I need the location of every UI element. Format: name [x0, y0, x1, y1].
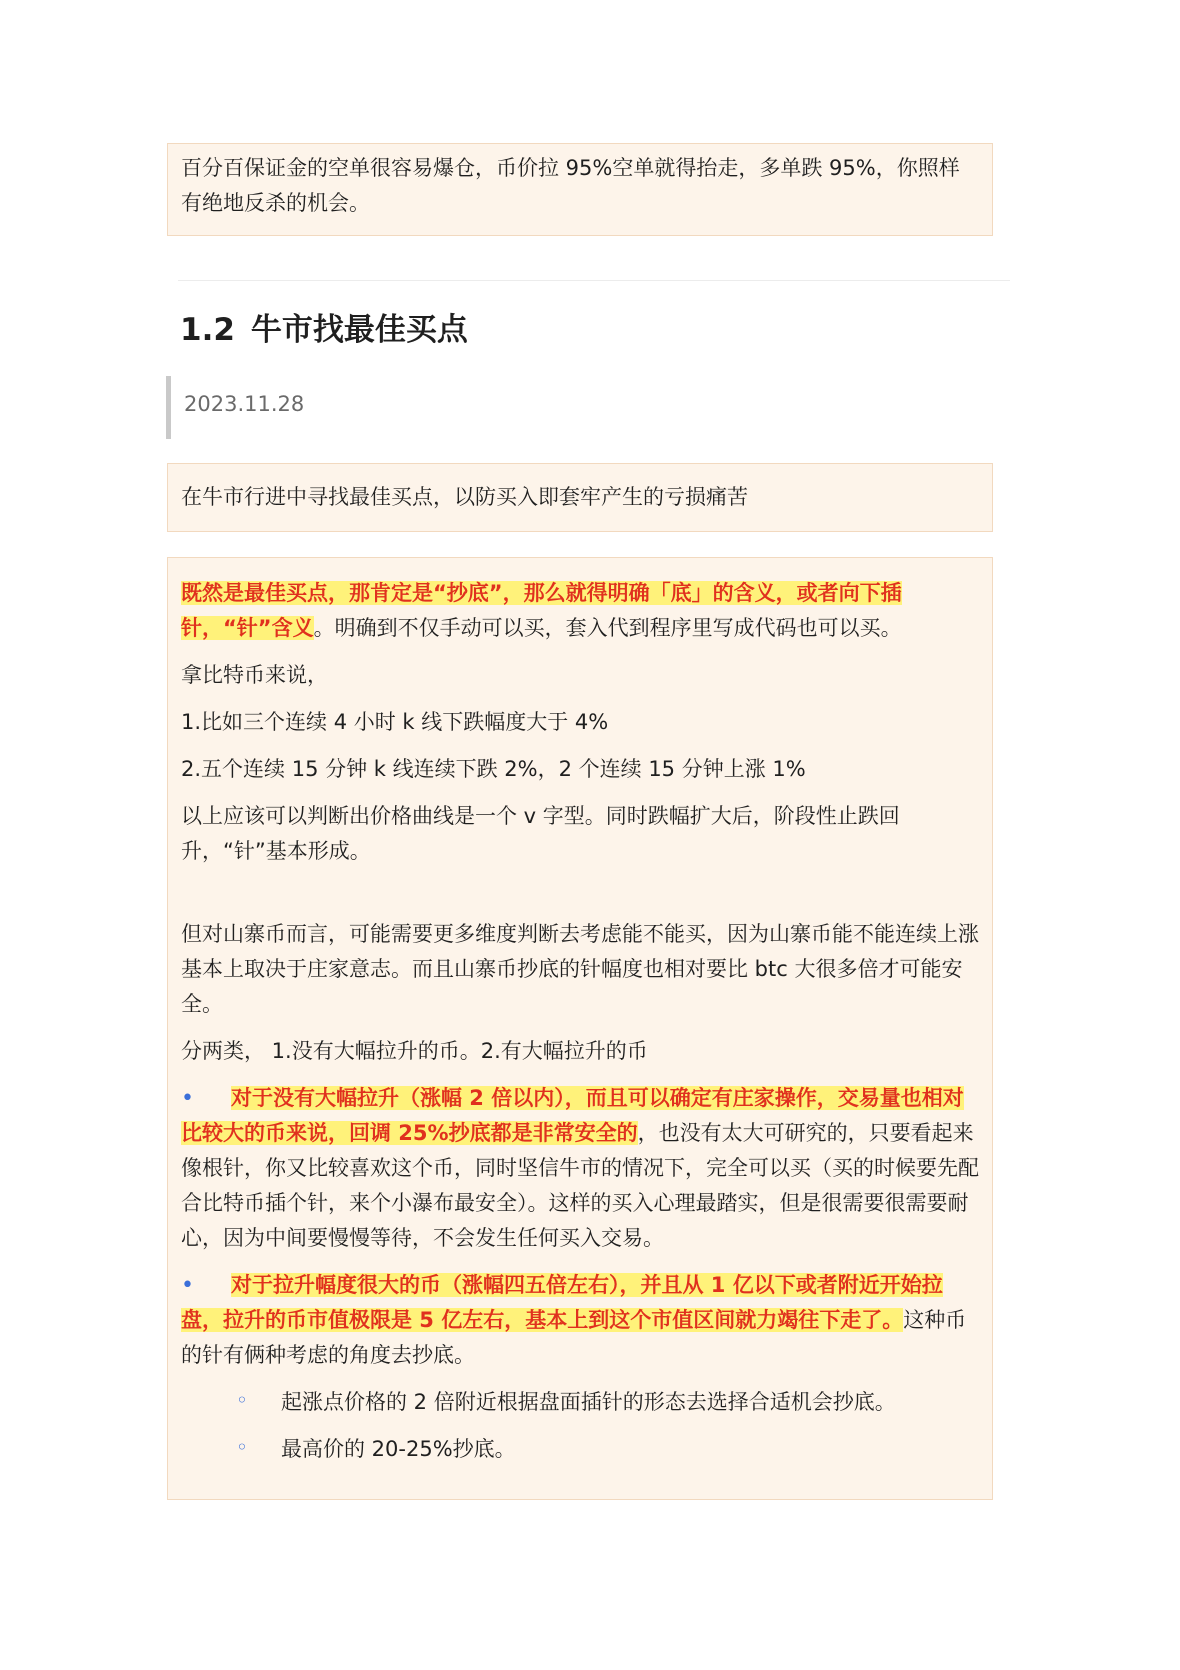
- sub-list-item: [181, 1385, 979, 1420]
- main-box: [167, 557, 993, 1500]
- highlight-text: 对于拉升幅度很大的币（涨幅四五倍左右），并且从 1 亿以下或者附近开始拉盘，拉升的币市值极限是 5 亿左右，基本上到这个市值区间就力竭往下走了。: [181, 1273, 943, 1332]
- list-item-text: 这种币的针有俩种考虑的角度去抄底。: [181, 1308, 967, 1367]
- main-paragraph-5: 以上应该可以判断出价格曲线是一个 v 字型。同时跌幅扩大后，阶段性止跌回升，“针”基本形成。: [181, 804, 900, 863]
- summary-box: [167, 463, 993, 532]
- sub-bullet-icon: ◦: [236, 1388, 248, 1412]
- section-date: 2023.11.28: [184, 392, 305, 416]
- sub-list-item-text: 起涨点价格的 2 倍附近根据盘面插针的形态去选择合适机会抄底。: [281, 1390, 896, 1414]
- main-paragraph-3: 1.比如三个连续 4 小时 k 线下跌幅度大于 4%: [181, 710, 609, 734]
- paragraph-text: 。明确到不仅手动可以买，套入代到程序里写成代码也可以买。: [313, 616, 902, 640]
- list-item: [181, 1268, 979, 1373]
- date-quote: [166, 376, 304, 439]
- intro-text: 百分百保证金的空单很容易爆仓，币价拉 95%空单就得抬走，多单跌 95%，你照样有绝地反杀的机会。: [181, 156, 960, 215]
- main-paragraph-4: 2.五个连续 15 分钟 k 线连续下跌 2%，2 个连续 15 分钟上涨 1%: [181, 757, 806, 781]
- summary-text: 在牛市行进中寻找最佳买点，以防买入即套牢产生的亏损痛苦: [181, 485, 748, 509]
- intro-box: [167, 143, 993, 236]
- bullet-icon: •: [181, 1086, 194, 1111]
- section-number: 1.2: [180, 312, 235, 348]
- highlight-text: 既然是最佳买点，那肯定是“抄底”，那么就得明确「底」的含义，或者向下插针，“针”含义: [181, 581, 902, 640]
- main-paragraph-1: [181, 576, 979, 646]
- list-item-text: ，也没有太大可研究的，只要看起来像根针，你又比较喜欢这个币，同时坚信牛市的情况下，完全可以买（买的时候要先配合比特币插个针，来个小瀑布最安全）。这样的买入心理最踏实，但是很需要很需要耐心，因为中间要慢慢等待，不会发生任何买入交易。: [181, 1121, 979, 1250]
- main-paragraph-2: 拿比特币来说，: [181, 663, 328, 687]
- section-heading: [180, 308, 468, 352]
- main-paragraph-7: 分两类， 1.没有大幅拉升的币。2.有大幅拉升的币: [181, 1039, 648, 1063]
- sub-list-item-text: 最高价的 20-25%抄底。: [281, 1437, 516, 1461]
- divider: [178, 280, 1010, 281]
- sub-bullet-icon: ◦: [236, 1435, 248, 1459]
- section-title: 牛市找最佳买点: [250, 312, 468, 348]
- bullet-icon: •: [181, 1273, 194, 1298]
- main-paragraph-6: 但对山寨币而言，可能需要更多维度判断去考虑能不能买，因为山寨币能不能连续上涨基本上取决于庄家意志。而且山寨币抄底的针幅度也相对要比 btc 大很多倍才可能安全。: [181, 922, 979, 1016]
- list-item: [181, 1081, 979, 1256]
- sub-list-item: [181, 1432, 979, 1467]
- highlight-text: 对于没有大幅拉升（涨幅 2 倍以内），而且可以确定有庄家操作，交易量也相对比较大的币来说，回调 25%抄底都是非常安全的: [181, 1086, 964, 1145]
